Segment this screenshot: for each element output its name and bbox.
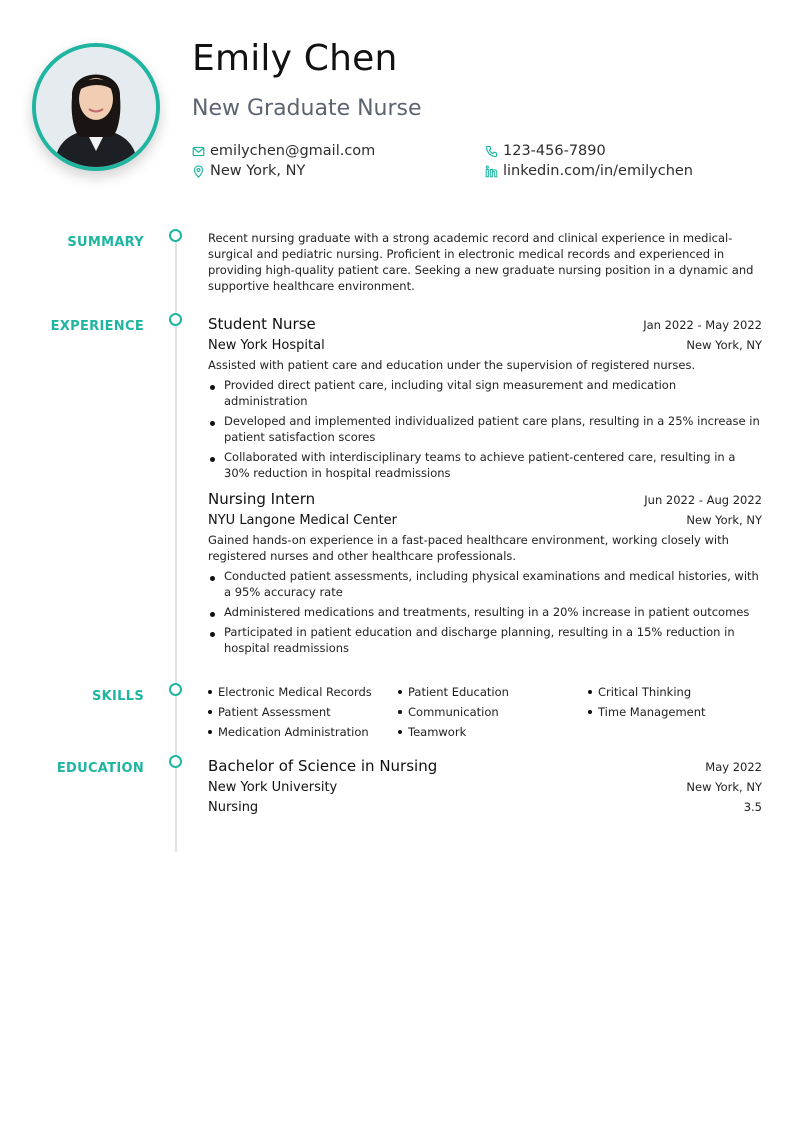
email-text[interactable]: emilychen@gmail.com <box>210 143 376 159</box>
candidate-name: Emily Chen <box>192 38 398 79</box>
experience-item <box>208 315 762 481</box>
school-name: New York University <box>208 780 338 795</box>
job-organization: NYU Langone Medical Center <box>208 513 398 528</box>
list-item: Participated in patient education and discharge planning, resulting in a 15% reduction in hospital readmissions <box>208 624 762 656</box>
section-title-summary: SUMMARY <box>67 235 144 250</box>
section-title-education: EDUCATION <box>56 761 144 776</box>
section-title-skills: SKILLS <box>91 689 144 704</box>
education-date: May 2022 <box>705 760 762 774</box>
field-of-study: Nursing <box>208 800 259 815</box>
section-title-experience: EXPERIENCE <box>50 319 144 334</box>
timeline-dot-experience <box>169 313 182 326</box>
job-date: Jun 2022 - Aug 2022 <box>644 493 762 507</box>
avatar <box>32 43 160 171</box>
job-description: Gained hands-on experience in a fast-paced healthcare environment, working closely with registered nurses and other healthcare professionals. <box>208 533 729 563</box>
list-item: Collaborated with interdisciplinary teams to achieve patient-centered care, resulting in a 30% reduction in hospital readmissions <box>208 449 762 481</box>
job-description: Assisted with patient care and education under the supervision of registered nurses. <box>208 358 696 372</box>
skill-item: Medication Administration <box>208 724 398 740</box>
contact-email[interactable] <box>192 143 375 159</box>
list-item: Conducted patient assessments, including physical examinations and medical histories, with a 95% accuracy rate <box>208 568 762 600</box>
mail-icon <box>192 145 205 158</box>
profile-photo <box>36 47 156 167</box>
school-location: New York, NY <box>686 780 762 794</box>
list-item: Developed and implemented individualized patient care plans, resulting in a 25% increase in patient satisfaction scores <box>208 413 762 445</box>
skill-item: Communication <box>398 704 588 720</box>
location-text: New York, NY <box>210 163 306 179</box>
timeline-dot-summary <box>169 229 182 242</box>
contact-location <box>192 163 305 179</box>
list-item: Administered medications and treatments, resulting in a 20% increase in patient outcomes <box>208 604 762 620</box>
skill-item: Patient Assessment <box>208 704 398 720</box>
phone-text[interactable]: 123-456-7890 <box>503 143 606 159</box>
education-section <box>208 757 762 815</box>
job-organization: New York Hospital <box>208 338 325 353</box>
job-title: Nursing Intern <box>208 490 316 508</box>
summary-section <box>208 230 762 294</box>
gpa-value: 3.5 <box>743 800 762 814</box>
skill-item: Teamwork <box>398 724 588 740</box>
list-item: Provided direct patient care, including vital sign measurement and medication administration <box>208 377 762 409</box>
candidate-role: New Graduate Nurse <box>192 96 422 121</box>
job-title: Student Nurse <box>208 315 316 333</box>
experience-item <box>208 490 762 656</box>
summary-text: Recent nursing graduate with a strong academic record and clinical experience in medical-surgical and pediatric nursing. Proficient in electronic medical records and experienced in providing high-quality patient care. Seeking a new graduate nursing position in a dynamic and supportive healthcare environment. <box>208 231 754 293</box>
timeline-dot-education <box>169 755 182 768</box>
skill-item: Electronic Medical Records <box>208 684 398 700</box>
job-location: New York, NY <box>686 513 762 527</box>
skill-item: Patient Education <box>398 684 588 700</box>
job-date: Jan 2022 - May 2022 <box>643 318 762 332</box>
contact-linkedin[interactable] <box>485 163 693 179</box>
skills-section <box>208 684 762 740</box>
phone-icon <box>485 145 498 158</box>
degree-title: Bachelor of Science in Nursing <box>208 757 438 775</box>
timeline-dot-skills <box>169 683 182 696</box>
linkedin-text[interactable]: linkedin.com/in/emilychen <box>503 163 693 179</box>
linkedin-icon <box>485 165 498 178</box>
skill-item: Time Management <box>588 704 762 720</box>
contact-phone[interactable] <box>485 143 606 159</box>
map-pin-icon <box>192 165 205 178</box>
job-location: New York, NY <box>686 338 762 352</box>
skill-item: Critical Thinking <box>588 684 762 700</box>
